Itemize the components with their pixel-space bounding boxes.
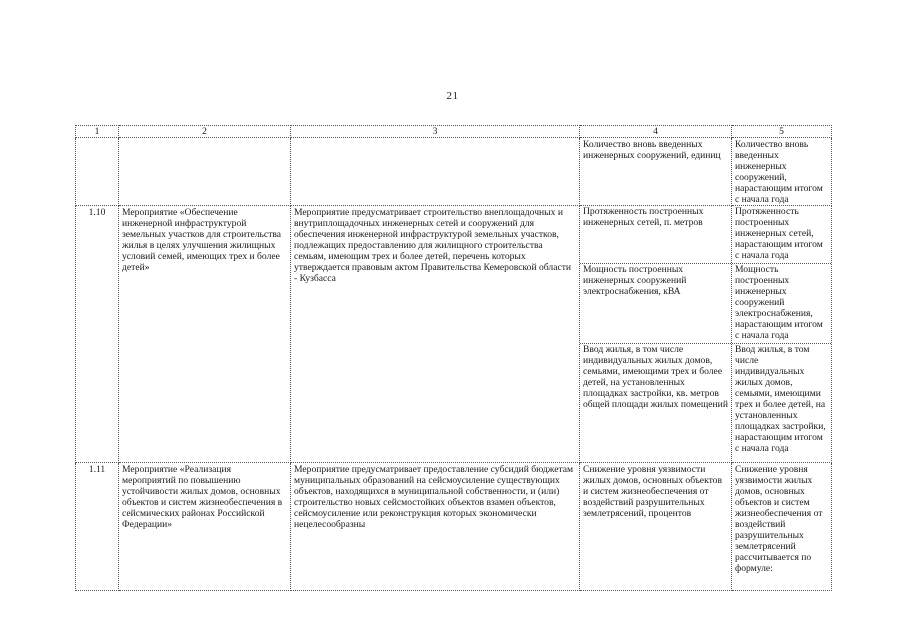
- measure-description: Мероприятие предусматривает предоставление субсидий бюджетам муниципальных образований на сейсмоусиление существующих объектов, находящихся в муниципальной собственности, и (или) строительство новых сейсмостойких объектов взамен объектов, сейсмоусиление или реконструкция которых экономически нецелесообразны: [291, 463, 580, 591]
- target: Протяженность построенных инженерных сетей, нарастающим итогом с начала года: [732, 206, 831, 264]
- table-row: [76, 206, 832, 463]
- header-row: [76, 126, 832, 138]
- indicator: Снижение уровня уязвимости жилых домов, основных объектов и систем жизнеобеспечения от воздействий разрушительных землетрясений, процентов: [583, 464, 722, 519]
- header-cell: 2: [119, 126, 291, 138]
- target: Мощность построенных инженерных сооружений электроснабжения, нарастающим итогом с начала года: [732, 264, 831, 344]
- target-cell: [732, 138, 832, 206]
- row-number: 1.10: [76, 206, 119, 463]
- target: Количество вновь введенных инженерных сооружений, нарастающим итогом с начала года: [735, 139, 823, 205]
- table-row: [76, 138, 832, 206]
- measure-description: Мероприятие предусматривает строительство внеплощадочных и внутриплощадочных инженерных сетей и сооружений для обеспечения инженерной инфраструктурой земельных участков, подлежащих предоставлению для жилищного строительства семьям, имеющим трех и более детей, перечень которых утверждается правовым актом Правительства Кемеровской области - Кузбасса: [291, 206, 580, 463]
- indicator-cell: [580, 206, 732, 463]
- measures-table: [75, 125, 832, 591]
- table-row: [76, 463, 832, 591]
- measure-description: [291, 138, 580, 206]
- header-cell: 1: [76, 126, 119, 138]
- measure-name: Мероприятие «Реализация мероприятий по повышению устойчивости жилых домов, основных объектов и систем жизнеобеспечения в сейсмических районах Российской Федерации»: [119, 463, 291, 591]
- row-number: [76, 138, 119, 206]
- indicator-cell: [580, 463, 732, 591]
- target-cell: [732, 206, 832, 463]
- row-number: 1.11: [76, 463, 119, 591]
- indicator-cell: [580, 138, 732, 206]
- indicator: Ввод жилья, в том числе индивидуальных жилых домов, семьями, имеющими трех и более детей, на установленных площадках застройки, кв. метров общей площади жилых помещений: [583, 344, 728, 410]
- header-cell: 3: [291, 126, 580, 138]
- header-cell: 4: [580, 126, 732, 138]
- target-cell: [732, 463, 832, 591]
- target: Снижение уровня уязвимости жилых домов, основных объектов и систем жизнеобеспечения от воздействий разрушительных землетрясений рассчитывается по формуле:: [735, 464, 823, 574]
- measure-name: [119, 138, 291, 206]
- target: Ввод жилья, в том числе индивидуальных жилых домов, семьями, имеющими трех и более детей, на установленных площадках застройки, нарастающим итогом с начала года: [735, 344, 826, 454]
- measure-name: Мероприятие «Обеспечение инженерной инфраструктурой земельных участков для строительства жилья в целях улучшения жилищных условий семей, имеющих трех и более детей»: [119, 206, 291, 463]
- page-number: 21: [446, 90, 459, 102]
- indicator: Протяженность построенных инженерных сетей, п. метров: [580, 206, 731, 264]
- indicator: Количество вновь введенных инженерных сооружений, единиц: [583, 139, 721, 161]
- header-cell: 5: [732, 126, 832, 138]
- indicator: Мощность построенных инженерных сооружений электроснабжения, кВА: [580, 264, 731, 344]
